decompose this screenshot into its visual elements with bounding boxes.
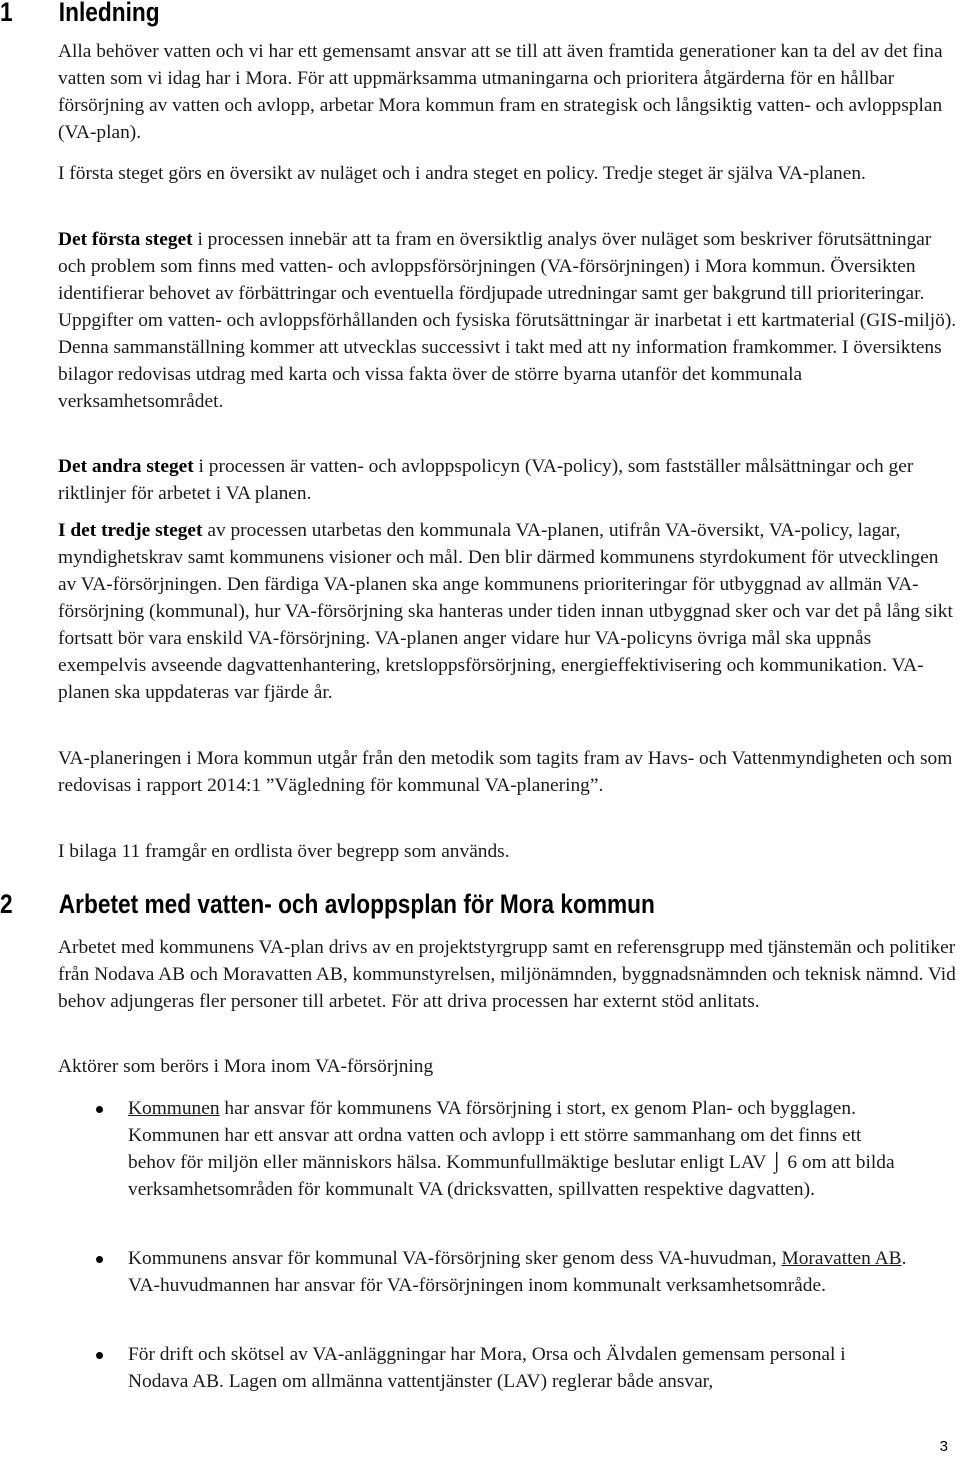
bullet-icon — [96, 1352, 103, 1359]
bullet-text: Kommunen har ansvar för kommunens VA försörjning i stort, ex genom Plan- och bygglagen. Kommunen har ett ansvar att ordna vatten och avlopp i ett större sammanhang om det finns ett behov för miljön eller människors hälsa. Kommunfullmäktige beslutar enligt LAV ⌡ 6 om att bilda verksamhetsområden för kommunalt VA (dricksvatten, spillvatten respektive dagvatten). — [128, 1098, 895, 1200]
bullet-icon — [96, 1106, 103, 1113]
second-step-label: Det andra steget — [58, 456, 194, 477]
moravatten-link[interactable]: Moravatten AB — [781, 1248, 902, 1269]
section-1-heading — [0, 0, 160, 28]
third-step-label: I det tredje steget — [58, 520, 203, 541]
first-step-label: Det första steget — [58, 229, 193, 250]
third-step-text: av processen utarbetas den kommunala VA-planen, utifrån VA-översikt, VA-policy, lagar, myndighetskrav samt kommunens visioner och mål. Den blir därmed kommunens styrdokument för utvecklingen av VA-försörjningen. Den färdiga VA-planen ska ange kommunens prioriteringar för utbyggnad av allmän VA-försörjning (kommunal), hur VA-försörjning ska hanteras under tiden innan utbyggnad sker och var det på lång sikt fortsatt bör vara enskild VA-försörjning. VA-planen anger vidare hur VA-policyns övriga mål ska uppnås exempelvis avseende dagvattenhantering, kretsloppsförsörjning, energieffektivisering och kommunikation. VA-planen ska uppdateras var fjärde år. — [58, 520, 953, 703]
kommunen-link[interactable]: Kommunen — [128, 1098, 220, 1119]
section-1-paragraph-2: I första steget görs en översikt av nuläget och i andra steget en policy. Tredje steget är själva VA-planen. — [58, 163, 866, 184]
section-1-paragraph-5 — [58, 517, 958, 706]
section-1-number: 1 — [0, 0, 13, 27]
section-2-title: Arbetet med vatten- och avloppsplan för Mora kommun — [58, 889, 655, 919]
first-step-text: i processen innebär att ta fram en översiktlig analys över nuläget som beskriver förutsättningar och problem som finns med vatten- och avloppsförsörjningen (VA-försörjningen) i Mora kommun. Översikten identifierar behovet av förbättringar och eventuella fördjupade utredningar samt ger bakgrund till prioriteringar. Uppgifter om vatten- och avloppsförhållanden och fysiska förutsättningar är inarbetat i ett kartmaterial (GIS-miljö). Denna sammanställning kommer att utvecklas successivt i takt med att ny information framkommer. I översiktens bilagor redovisas utdrag med karta och vissa fakta över de större byarna utanför det kommunala verksamhetsområdet. — [58, 229, 957, 412]
section-2-paragraph-1: Arbetet med kommunens VA-plan drivs av en projektstyrgrupp samt en referensgrupp med tjänstemän och politiker från Nodava AB och Moravatten AB, kommunstyrelsen, miljönämnden, byggnadsnämnden och teknisk nämnd. Vid behov adjungeras fler personer till arbetet. För att driva processen har externt stöd anlitats. — [58, 937, 956, 1012]
section-1-paragraph-6: VA-planeringen i Mora kommun utgår från den metodik som tagits fram av Havs- och Vattenmyndigheten och som redovisas i rapport 2014:1 ”Vägledning för kommunal VA-planering”. — [58, 748, 953, 796]
bullet-text: Kommunens ansvar för kommunal VA-försörjning sker genom dess VA-huvudman, Moravatten AB. VA-huvudmannen har ansvar för VA-försörjningen inom kommunalt verksamhetsområde. — [128, 1248, 907, 1296]
section-1-paragraph-7: I bilaga 11 framgår en ordlista över begrepp som används. — [58, 841, 510, 862]
section-2-paragraph-2: Aktörer som berörs i Mora inom VA-försörjning — [58, 1056, 434, 1077]
page-number: 3 — [939, 1438, 948, 1455]
bullet-icon — [96, 1256, 103, 1263]
bullet-text: För drift och skötsel av VA-anläggningar har Mora, Orsa och Älvdalen gemensam personal i Nodava AB. Lagen om allmänna vattentjänster (LAV) reglerar både ansvar, — [128, 1344, 846, 1392]
section-1-paragraph-3 — [58, 226, 958, 415]
section-1-paragraph-1: Alla behöver vatten och vi har ett gemensamt ansvar att se till att även framtida generationer kan ta del av det fina vatten som vi idag har i Mora. För att uppmärksamma utmaningarna och prioritera åtgärderna för en hållbar försörjning av vatten och avlopp, arbetar Mora kommun fram en strategisk och långsiktig vatten- och avloppsplan (VA-plan). — [58, 41, 943, 143]
second-step-text: i processen är vatten- och avloppspolicyn (VA-policy), som fastställer målsättningar och ger riktlinjer för arbetet i VA planen. — [58, 456, 914, 504]
section-1-paragraph-4 — [58, 453, 958, 507]
section-1-title: Inledning — [58, 0, 160, 27]
section-2-number: 2 — [0, 889, 13, 919]
section-2-heading — [0, 888, 655, 920]
